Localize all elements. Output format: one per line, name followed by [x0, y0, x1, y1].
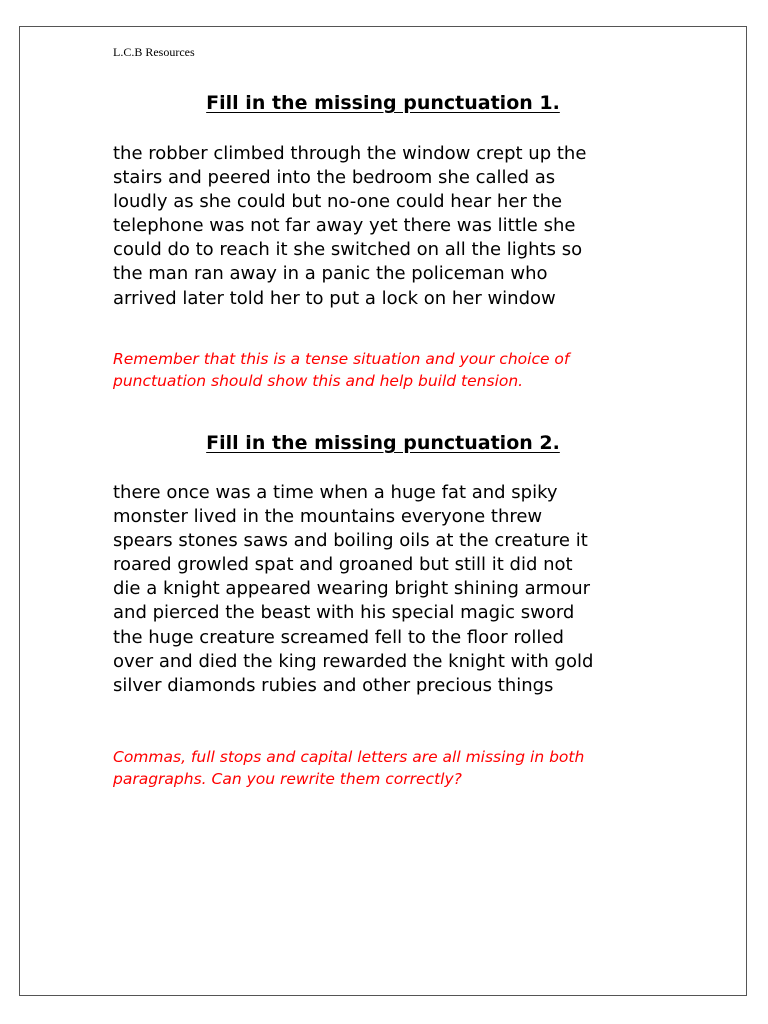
paragraph-line: the huge creature screamed fell to the floor rolled [113, 626, 564, 648]
paragraph-line: spears stones saws and boiling oils at the creature it [113, 530, 588, 552]
paragraph-line: there once was a time when a huge fat and spiky [113, 482, 558, 503]
section-2-paragraph [113, 481, 673, 698]
section-1-note [113, 348, 673, 392]
section-2-title: Fill in the missing punctuation 2. [206, 432, 560, 454]
paragraph-line: silver diamonds rubies and other precious things [113, 674, 554, 696]
section-1-paragraph [113, 142, 673, 311]
paragraph-line: roared growled spat and groaned but still it did not [113, 554, 573, 576]
paragraph-line: arrived later told her to put a lock on her window [113, 287, 556, 309]
paragraph-line: the man ran away in a panic the policeman who [113, 263, 548, 285]
paragraph-line: over and died the king rewarded the knight with gold [113, 650, 594, 672]
paragraph-line: monster lived in the mountains everyone threw [113, 506, 543, 528]
note-line: punctuation should show this and help build tension. [113, 372, 524, 390]
paragraph-line: stairs and peered into the bedroom she called as [113, 167, 556, 189]
paragraph-line: telephone was not far away yet there was little she [113, 215, 576, 237]
note-line: paragraphs. Can you rewrite them correctly? [113, 770, 462, 788]
note-line: Commas, full stops and capital letters are all missing in both [113, 748, 585, 766]
page-header: L.C.B Resources [113, 45, 195, 59]
section-1-title: Fill in the missing punctuation 1. [206, 92, 560, 114]
paragraph-line: could do to reach it she switched on all the lights so [113, 239, 583, 261]
paragraph-line: die a knight appeared wearing bright shining armour [113, 578, 591, 600]
section-2-note [113, 746, 673, 790]
note-line: Remember that this is a tense situation and your choice of [113, 350, 570, 368]
paragraph-line: loudly as she could but no-one could hear her the [113, 191, 563, 213]
paragraph-line: and pierced the beast with his special magic sword [113, 602, 575, 624]
paragraph-line: the robber climbed through the window crept up the [113, 143, 587, 164]
